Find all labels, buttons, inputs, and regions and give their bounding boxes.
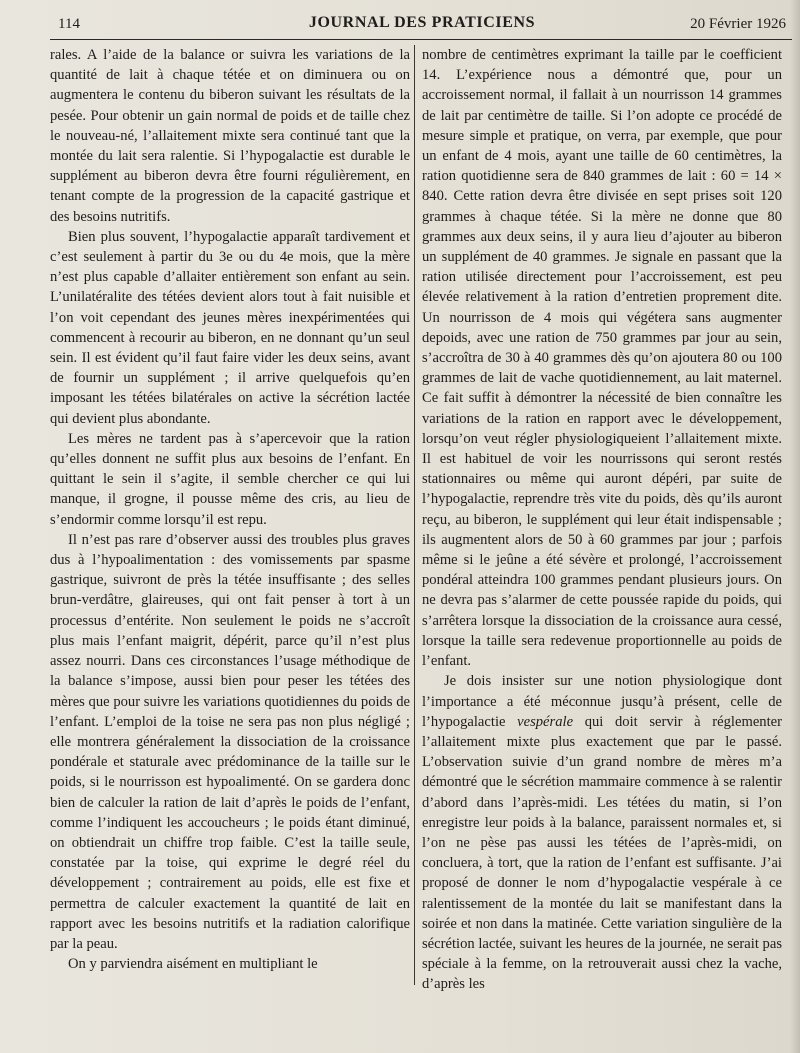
page-number: 114 [58, 16, 80, 32]
journal-title: JOURNAL DES PRATICIENS [308, 14, 536, 31]
left-column [50, 45, 410, 974]
paragraph: Il n’est pas rare d’observer aussi des troubles plus graves dus à l’hypoalimentation : des vomissements par spasme gastrique, suivront de près la tétée insuffisante ; des selles brun-verdâtre, glaireuses, qui ont fait penser à tort à un processus d’entérite. Non seulement le poids ne s’accroît plus mais l’enfant maigrit, dépérit, parce qu’il n’est plus assez nourri. Dans ces circonstances l’usage méthodique de la balance s’impose, aussi bien pour peser les tétées des mères que pour suivre les variations quotidiennes du poids de l’enfant. L’emploi de la toise ne sera pas non plus négligé ; elle montrera généralement la dissociation de la croissance pondérale et staturale avec prédominance de la taille sur le poids, si le nourrisson est hypoalimenté. On se gardera donc bien de calculer la ration de lait d’après le poids de l’enfant, comme l’indiquent les accoucheurs ; le poids étant diminué, on obtiendrait un chiffre trop faible. C’est la taille seule, constatée par la toise, qui exprime le degré réel du développement ; contrairement au poids, elle est fixe et permettra de calculer exactement la quantité de lait en rapport avec les besoins nutritifs et la radiation calorifique par la peau. [50, 531, 410, 952]
right-column [422, 45, 782, 995]
paragraph: On y parviendra aisément en multipliant le [68, 956, 318, 973]
paragraph: Les mères ne tardent pas à s’apercevoir que la ration qu’elles donnent ne suffit plus aux besoins de l’enfant. En quittant le sein il s’agite, il semble chercher ce qui lui manque, il grogne, il pousse même des cris, au lieu de s’endormir comme lorsqu’il est repu. [50, 430, 410, 528]
paragraph-text: Je dois insister sur une notion physiologique dont l’importance a été méconnue jusqu’à présent, celle de l’hypogalactie [422, 673, 782, 730]
issue-date: 20 Février 1926 [690, 16, 786, 32]
column-divider [414, 45, 415, 985]
paragraph-hypogalactie-vesperale [422, 671, 782, 994]
page-header [58, 14, 786, 38]
page-edge-shadow [790, 0, 800, 1053]
paragraph: Bien plus souvent, l’hypogalactie apparaît tardivement et c’est seulement à partir du 3e ou du 4e mois, que la mère n’est plus capable d’allaiter entièrement son enfant au sein. L’unilatéralite des tétées devient alors tout à fait nuisible et l’on voit cependant des jeunes mères inexpérimentées qui commencent à recourir au biberon, en ne donnant qu’un seul sein. Il est évident qu’il faut faire vider les deux seins, avant de fournir un supplément ; il arrive quelquefois qu’en imposant les tétées bilatérales on active la sécrétion lactée qui devient plus abondante. [50, 228, 410, 427]
paragraph-text: qui doit servir à réglementer l’allaitement mixte plus exactement que par le passé. L’observation suivie d’un grand nombre de mères m’a démontré que le sécrétion mammaire commence à se ralentir d’abord dans l’après-midi. Les tétées du matin, si l’on enregistre leur poids à la balance, paraissent normales et, si l’on ne pèse pas aussi les tétées de l’après-midi, on concluera, à tort, que la ration de l’enfant est suffisante. J’ai proposé de donner le nom d’hypogalactie vespérale à ce ralentissement de la montée du lait se manifestant dans la soirée et non dans la matinée. Cette variation singulière de la sécrétion lactée, suivant les heures de la journée, ne serait pas spéciale à la femme, on la retrouverait aussi chez la vache, d’après les [422, 713, 782, 993]
emphasis-vesperale: vespérale [517, 713, 574, 730]
paragraph: nombre de centimètres exprimant la taille par le coefficient 14. L’expérience nous a démontré que, pour un accroissement normal, il fallait à un nourrisson 14 grammes de lait par centimètre de taille. Si l’on adopte ce procédé de mesure simple et pratique, on verra, par exemple, que pour un enfant de 4 mois, ayant une taille de 60 centimètres, la ration quotidienne sera de 840 grammes de lait : 60 = 14 × 840. Cette ration devra être divisée en sept prises soit 120 grammes à chaque tétée. Si la mère ne donne que 80 grammes aux deux seins, il y aura lieu d’ajouter au biberon un supplément de 40 grammes. Je signale en passant que la ration utilisée directement pour l’accroissement, est peu élevée relativement à la ration d’entretien proprement dite. Un nourrisson de 4 mois qui végétera sans augmenter depoids, avec une ration de 750 grammes par jour au sein, s’accroîtra de 30 à 40 grammes dès qu’on ajoutera 80 ou 100 grammes de lait de vache quotidiennement, au lait maternel. Ce fait suffit à démontrer la nécessité de bien connaître les variations de la ration en rapport avec le développement, lorsqu’on veut régler physiologiqueient l’allaitement mixte. Il est habituel de voir les nourrissons qui seront restés stationnaires ou même qui auront dépéri, par suite de l’hypogalactie, reprendre très vite du poids, dès qu’ils auront reçu, au biberon, le supplément qui leur était indispensable ; ils augmentent alors de 50 à 60 grammes par jour ; parfois même si le jeûne a été sévère et prolongé, l’accroissement pondéral atteindra 100 grammes pendant plusieurs jours. On ne devra pas s’alarmer de cette poussée rapide du poids, qui s’arrêtera lorsque la dissociation de la croissance aura cessé, lorsque la taille sera redevenue proportionnelle au poids de l’enfant. [422, 47, 782, 670]
paragraph: rales. A l’aide de la balance or suivra les variations de la quantité de lait à chaque tétée et on diminuera ou on augmentera le contenu du biberon suivant les résultats de la pesée. Pour obtenir un gain normal de poids et de taille chez le nouveau-né, l’allaitement mixte sera continué tant que la montée du lait sera ralentie. Si l’hypogalactie est durable le supplément au biberon devra être fourni régulièrement, en tenant compte de la progression de la capacité gastrique et des besoins nutritifs. [50, 47, 410, 225]
header-rule [50, 39, 792, 40]
